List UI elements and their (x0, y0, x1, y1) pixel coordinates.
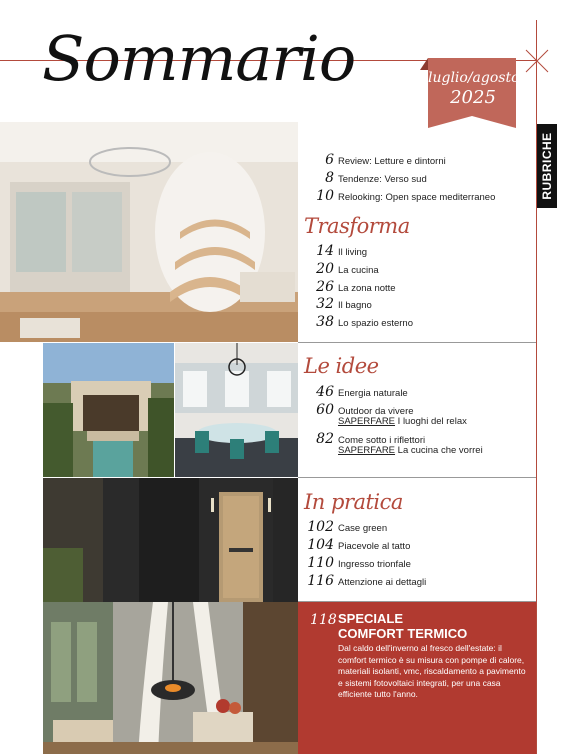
toc-entry-label: Ingresso trionfale (338, 559, 411, 570)
toc-entry-label: Review: Letture e dintorni (338, 156, 446, 167)
section-heading-le-idee: Le idee (304, 354, 379, 378)
toc-page-number: 26 (316, 279, 334, 295)
toc-page-number: 102 (307, 519, 334, 535)
crop-mark-icon (524, 48, 550, 74)
toc-page-number: 116 (307, 573, 334, 589)
issue-year: 2025 (450, 87, 496, 108)
toc-entry[interactable] (304, 573, 426, 589)
toc-entry-label: Lo spazio esterno (338, 318, 413, 329)
toc-entry-label: La zona notte (338, 283, 396, 294)
divider (298, 477, 536, 478)
toc-page-number: 82 (316, 431, 334, 447)
toc-entry[interactable] (304, 314, 413, 330)
toc-page-number: 60 (316, 402, 334, 418)
toc-entry-label: Relooking: Open space mediterraneo (338, 192, 496, 203)
toc-entry[interactable] (304, 402, 467, 427)
toc-entry[interactable] (304, 519, 387, 535)
toc-entry[interactable] (304, 152, 446, 168)
issue-month: luglio/agosto (428, 70, 520, 86)
special-description: Dal caldo dell'inverno al fresco dell'estate: il comfort termico è su misura con pompe di calore, materiali isolanti, vmc, riscaldamento a pavimento e sistemi fotovoltaici integrati, per una casa efficiente tutto l'anno. (338, 643, 526, 699)
toc-entry-label: Il living (338, 247, 368, 258)
divider (298, 342, 536, 343)
toc-entry-label: Il bagno (338, 300, 372, 311)
toc-entry[interactable] (304, 431, 483, 456)
toc-entry-subline (338, 416, 467, 427)
toc-entry[interactable] (304, 261, 379, 277)
page-title: Sommario (42, 22, 356, 95)
toc-page-number: 20 (316, 261, 334, 277)
toc-entry[interactable] (304, 384, 408, 400)
photo-dining-chandelier (175, 343, 298, 477)
toc-entry-subline (338, 445, 483, 456)
photo-staircase-interior (0, 122, 298, 342)
section-tab-label: RUBRICHE (540, 132, 554, 200)
toc-entry[interactable] (304, 296, 372, 312)
toc-entry[interactable] (304, 537, 410, 553)
toc-page-number: 10 (316, 188, 334, 204)
toc-page-number: 46 (316, 384, 334, 400)
special-title-line: COMFORT TERMICO (338, 626, 468, 641)
section-heading-trasforma: Trasforma (304, 214, 410, 238)
toc-page-number: 110 (307, 555, 334, 571)
toc-page-number: 14 (316, 243, 334, 259)
toc-entry-label: Outdoor da vivere (338, 406, 414, 417)
toc-entry[interactable] (304, 188, 495, 204)
toc-page-number: 8 (325, 170, 334, 186)
toc-entry[interactable] (304, 555, 411, 571)
toc-entry-label: Energia naturale (338, 388, 408, 399)
toc-entry[interactable] (304, 279, 396, 295)
toc-entry-subtitle: I luoghi del relax (397, 416, 467, 427)
toc-page-number: 104 (307, 537, 334, 553)
section-heading-in-pratica: In pratica (304, 490, 403, 514)
toc-entry-label: La cucina (338, 265, 379, 276)
toc-page-number: 38 (316, 314, 334, 330)
toc-entry[interactable] (304, 243, 367, 259)
toc-entry-subtitle: La cucina che vorrei (397, 445, 483, 456)
photo-living-fireplace (43, 602, 298, 754)
toc-entry-label: Piacevole al tatto (338, 541, 411, 552)
special-title-line: SPECIALE (338, 611, 404, 626)
special-title (338, 611, 467, 641)
toc-page-number: 118 (310, 612, 337, 628)
toc-entry-label: Tendenze: Verso sud (338, 174, 427, 185)
toc-page-number: 6 (325, 152, 334, 168)
toc-entry-label: Attenzione ai dettagli (338, 577, 427, 588)
toc-page-number: 32 (316, 296, 334, 312)
toc-entry-label: Case green (338, 523, 388, 534)
toc-entry[interactable] (304, 170, 427, 186)
photo-courtyard-pool (43, 343, 174, 477)
saperfare-tag: SAPERFARE (338, 445, 396, 456)
saperfare-tag: SAPERFARE (338, 416, 396, 427)
toc-entry-label: Come sotto i riflettori (338, 435, 426, 446)
photo-entrance-door (43, 478, 298, 602)
